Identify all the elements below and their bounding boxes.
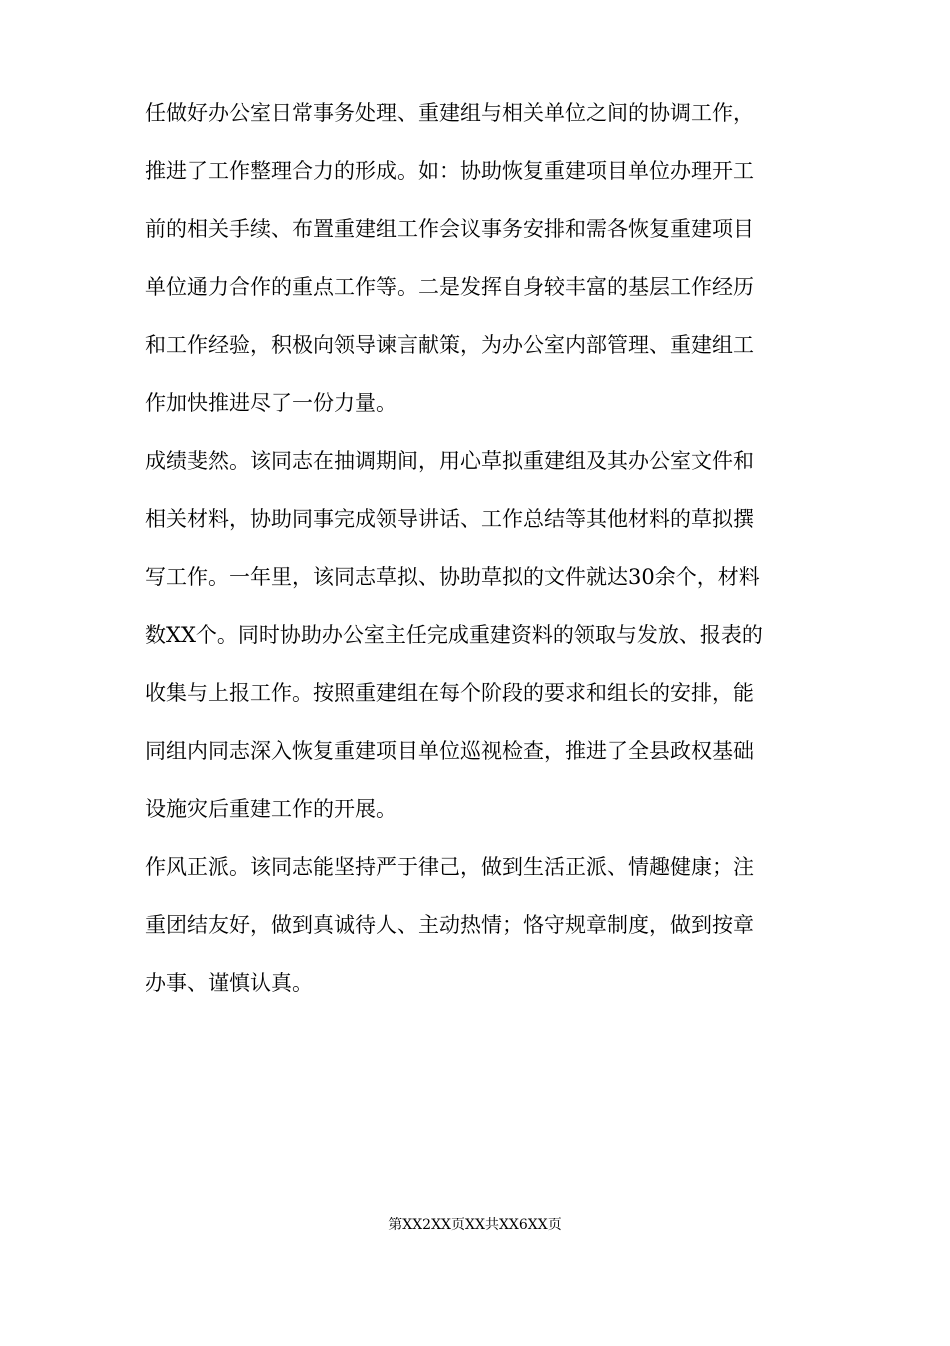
text-line: 同组内同志深入恢复重建项目单位巡视检查，推进了全县政权基础 — [145, 739, 754, 763]
document-body — [145, 90, 810, 1018]
text-line: 成绩斐然。该同志在抽调期间，用心草拟重建组及其办公室文件和 — [145, 449, 754, 473]
text-line: 前的相关手续、布置重建组工作会议事务安排和需各恢复重建项目 — [145, 217, 754, 241]
text-line: 重团结友好，做到真诚待人、主动热情；恪守规章制度，做到按章 — [145, 913, 754, 937]
text-line: 单位通力合作的重点工作等。二是发挥自身较丰富的基层工作经历 — [145, 275, 754, 299]
text-line: 相关材料，协助同事完成领导讲话、工作总结等其他材料的草拟撰 — [145, 507, 754, 531]
text-line: 办事、谨慎认真。 — [145, 971, 313, 995]
page-number: 第XX2XX页XX共XX6XX页 — [388, 1217, 562, 1233]
text-line: 和工作经验，积极向领导谏言献策，为办公室内部管理、重建组工 — [145, 333, 754, 357]
text-line: 写工作。一年里，该同志草拟、协助草拟的文件就达30余个，材料 — [145, 565, 760, 589]
text-line: 设施灾后重建工作的开展。 — [145, 797, 397, 821]
text-line: 收集与上报工作。按照重建组在每个阶段的要求和组长的安排，能 — [145, 681, 754, 705]
text-line: 推进了工作整理合力的形成。如：协助恢复重建项目单位办理开工 — [145, 159, 754, 183]
text-line: 任做好办公室日常事务处理、重建组与相关单位之间的协调工作， — [145, 101, 754, 125]
page-footer — [0, 1214, 950, 1234]
text-line: 作加快推进尽了一份力量。 — [145, 391, 397, 415]
text-line: 数XX个。同时协助办公室主任完成重建资料的领取与发放、报表的 — [145, 623, 763, 647]
text-line: 作风正派。该同志能坚持严于律己，做到生活正派、情趣健康；注 — [145, 855, 754, 879]
